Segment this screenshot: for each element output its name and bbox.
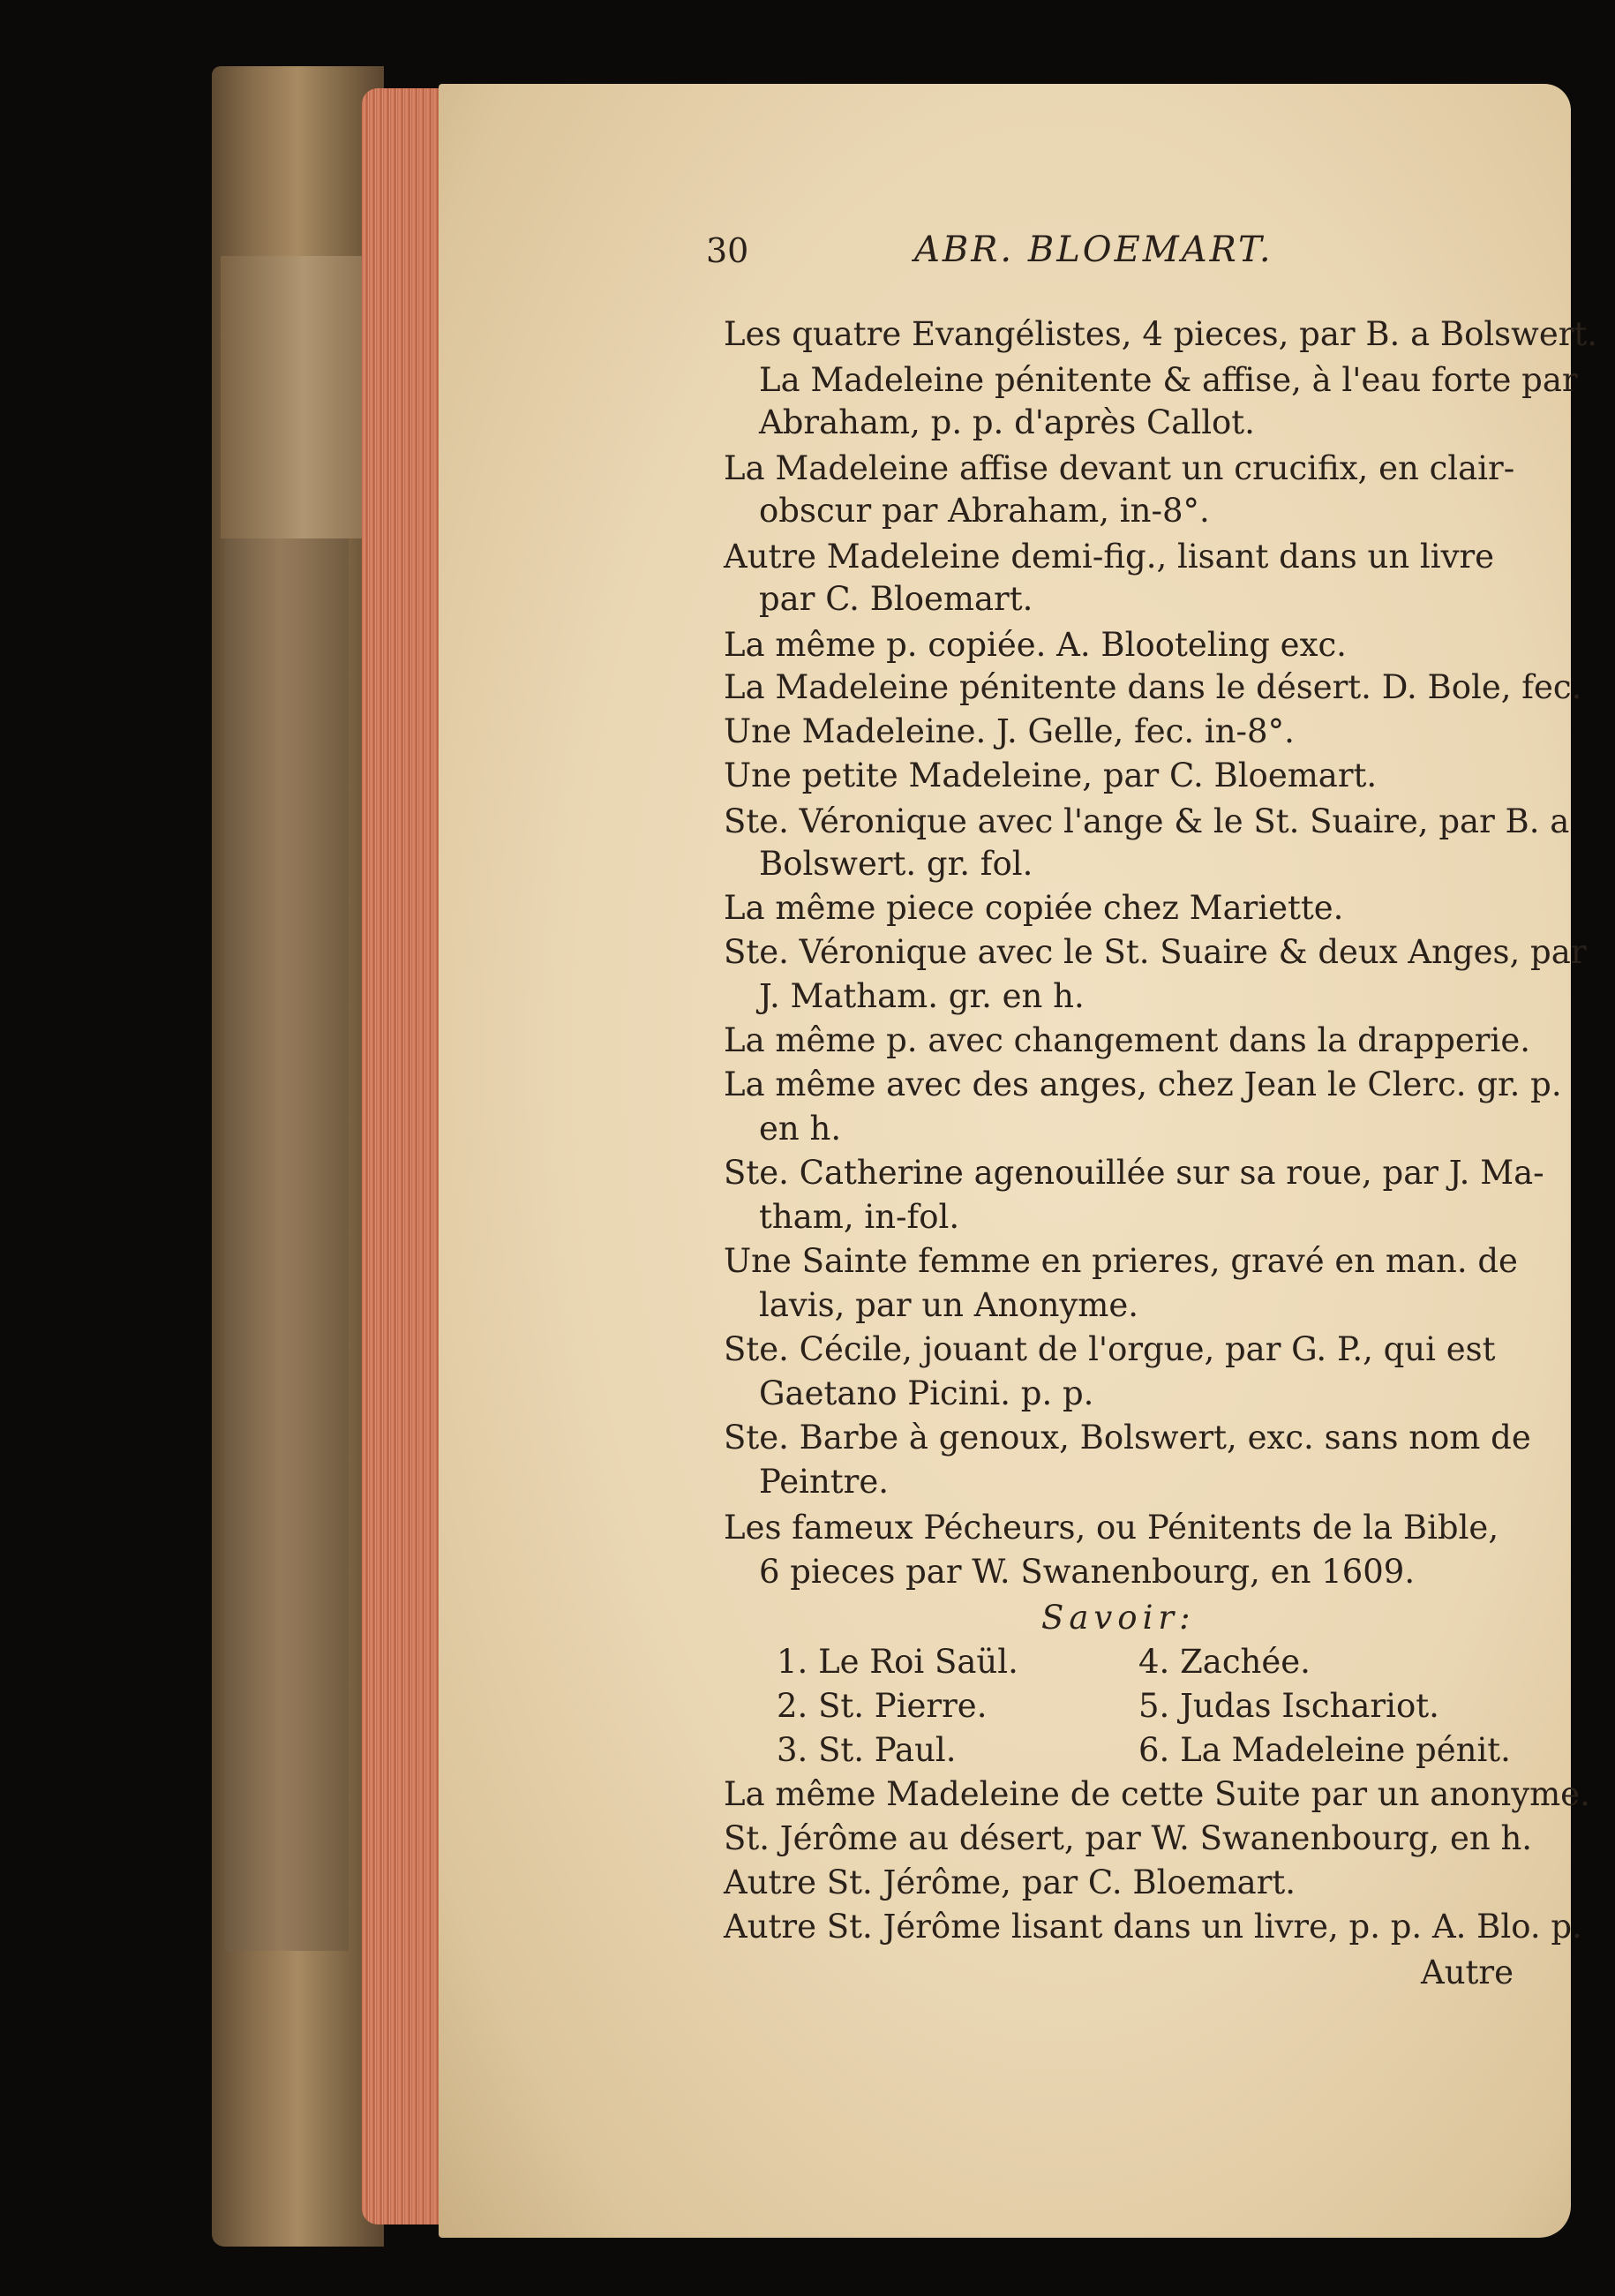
spine-leather-patch	[221, 256, 371, 538]
page-number: 30	[706, 231, 749, 270]
text-line: en h.	[759, 1110, 842, 1148]
text-line: Les fameux Pécheurs, ou Pénitents de la Bible,	[724, 1509, 1499, 1547]
text-line: obscur par Abraham, in-8°.	[759, 492, 1210, 530]
text-line: Ste. Catherine agenouillée sur sa roue, par J. Ma-	[724, 1154, 1544, 1192]
text-line: Une Sainte femme en prieres, gravé en man. de	[724, 1242, 1518, 1280]
list-item: 4. Zachée.	[1138, 1643, 1311, 1681]
text-line: 6 pieces par W. Swanenbourg, en 1609.	[759, 1553, 1416, 1591]
text-line: par C. Bloemart.	[759, 580, 1033, 618]
text-line: La même p. avec changement dans la drapperie.	[724, 1021, 1530, 1059]
text-line: Ste. Barbe à genoux, Bolswert, exc. sans nom de	[724, 1419, 1531, 1457]
text-line: Autre Madeleine demi-fig., lisant dans un livre	[724, 538, 1495, 576]
text-line: Les quatre Evangélistes, 4 pieces, par B. a Bolswert.	[724, 315, 1598, 353]
running-head	[706, 231, 1377, 281]
page-edges-red	[362, 88, 443, 2224]
text-line: Autre St. Jérôme, par C. Bloemart.	[724, 1863, 1296, 1901]
list-item: 3. St. Paul.	[777, 1731, 957, 1769]
text-line: Une Madeleine. J. Gelle, fec. in-8°.	[724, 712, 1295, 750]
text-line: Bolswert. gr. fol.	[759, 845, 1033, 883]
text-line: Ste. Véronique avec l'ange & le St. Suaire, par B. a	[724, 802, 1570, 840]
text-line: Autre St. Jérôme lisant dans un livre, p. p. A. Blo. p.	[724, 1908, 1582, 1946]
text-line: La Madeleine pénitente dans le désert. D. Bole, fec.	[724, 668, 1582, 706]
text-line: Ste. Véronique avec le St. Suaire & deux Anges, par	[724, 933, 1587, 971]
text-line: Abraham, p. p. d'après Callot.	[759, 403, 1255, 441]
list-item: 6. La Madeleine pénit.	[1138, 1731, 1511, 1769]
text-line: La Madeleine pénitente & affise, à l'eau forte par	[759, 361, 1578, 399]
text-line: La même Madeleine de cette Suite par un anonyme.	[724, 1775, 1590, 1813]
text-line: Peintre.	[759, 1463, 890, 1501]
running-title: ABR. BLOEMART.	[914, 230, 1273, 270]
text-line: Ste. Cécile, jouant de l'orgue, par G. P., qui est	[724, 1330, 1496, 1368]
text-line: La même avec des anges, chez Jean le Clerc. gr. p.	[724, 1065, 1562, 1103]
list-item: 1. Le Roi Saül.	[777, 1643, 1018, 1681]
spine-paper-patch	[225, 538, 349, 1951]
text-line: La Madeleine affise devant un crucifix, en clair-	[724, 449, 1515, 487]
list-item: 5. Judas Ischariot.	[1138, 1687, 1439, 1725]
text-line: J. Matham. gr. en h.	[759, 977, 1085, 1015]
text-line: La même p. copiée. A. Blooteling exc.	[724, 626, 1347, 664]
text-line: tham, in-fol.	[759, 1198, 960, 1236]
text-line: Une petite Madeleine, par C. Bloemart.	[724, 757, 1378, 794]
text-line: lavis, par un Anonyme.	[759, 1286, 1139, 1324]
list-item: 2. St. Pierre.	[777, 1687, 988, 1725]
text-line: Gaetano Picini. p. p.	[759, 1374, 1094, 1412]
savoir-heading: Savoir:	[1041, 1599, 1196, 1637]
text-line: St. Jérôme au désert, par W. Swanenbourg, en h.	[724, 1819, 1533, 1857]
catchword: Autre	[1421, 1953, 1514, 1991]
text-line: La même piece copiée chez Mariette.	[724, 889, 1344, 927]
